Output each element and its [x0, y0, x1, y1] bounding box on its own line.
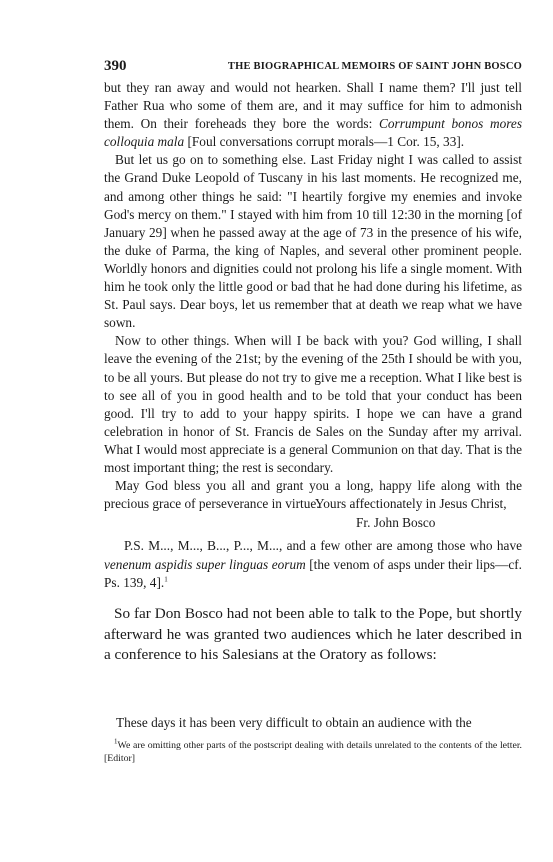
footnote-reference: 1	[164, 575, 168, 584]
letter-paragraph-4: May God bless you all and grant you a long, happy life along with the precious grace of perseverance in virtue.	[104, 478, 522, 512]
quoted-conference	[104, 714, 522, 732]
running-title: THE BIOGRAPHICAL MEMOIRS OF SAINT JOHN BOSCO	[227, 61, 522, 72]
letter-paragraph-1: but they ran away and would not hearken. Shall I name them? I'll just tell Father Rua who some of them are, and it may suffice for him to admonish them. On their foreheads they bore the words: Corrumpunt bonos mores colloquia mala [Foul conversations corrupt morals—1 Cor. 15, 33].	[104, 80, 523, 150]
letter-paragraph-3: Now to other things. When will I be back with you? God willing, I shall leave the evening of the 21st; by the evening of the 25th I should be with you, to be all yours. But please do not try to give me a reception. What I like best is to see all of you in good health and to be told that your conduct has been good. I'll try to add to your happy spirits. I hope we can have a grand celebration in honor of St. Francis de Sales on the Sunday after my arrival. What I would most appreciate is a general Communion on that day. That is the most important thing; the rest is secondary.	[104, 333, 523, 475]
page-number: 390	[104, 58, 127, 74]
letter-paragraph-2: But let us go on to something else. Last Friday night I was called to assist the Grand Duke Leopold of Tuscany in his last moments. He recognized me, and among other things he said: "I heartily forgive my enemies and invoke God's mercy on them." I stayed with him from 10 till 12:30 in the morning [of January 29] when he passed away at the age of 73 in the presence of his wife, the duke of Parma, the king of Naples, and several other prominent people. Worldly honors and dignities could not prolong his life a single moment. With him he took only the little good or bad that he had done during his lifetime, as St. Paul says. Dear boys, let us remember that at death we reap what we have sown.	[104, 152, 522, 331]
letter-body	[104, 79, 522, 513]
footnote-mark: 1	[114, 737, 118, 746]
narrative-paragraph: So far Don Bosco had not been able to talk to the Pope, but shortly afterward he was granted two audiences which he later described in a conference to his Salesians at the Oratory as follows:	[104, 605, 522, 664]
page-header	[104, 58, 522, 78]
latin-quote: Corrumpunt bonos mores colloquia mala	[104, 116, 523, 150]
footnote	[104, 739, 522, 765]
quote-first-line: These days it has been very difficult to obtain an audience with the	[116, 715, 472, 730]
closing-line: Yours affectionately in Jesus Christ,	[315, 496, 507, 511]
footnote-text: $^1$We are omitting other parts of the postscript dealing with details unrelated to the contents of the letter. [Editor]	[104, 737, 522, 764]
narrative-text	[104, 604, 522, 666]
latin-quote: venenum aspidis super linguas eorum	[104, 556, 306, 572]
postscript-paragraph: P.S. M..., M..., B..., P..., M..., and a few other are among those who have venenum aspidis super linguas eorum [the venom of asps under their lips—cf. Ps. 139, 4].$^1$	[104, 538, 522, 591]
signature: Fr. John Bosco	[356, 515, 436, 530]
postscript	[104, 537, 522, 593]
